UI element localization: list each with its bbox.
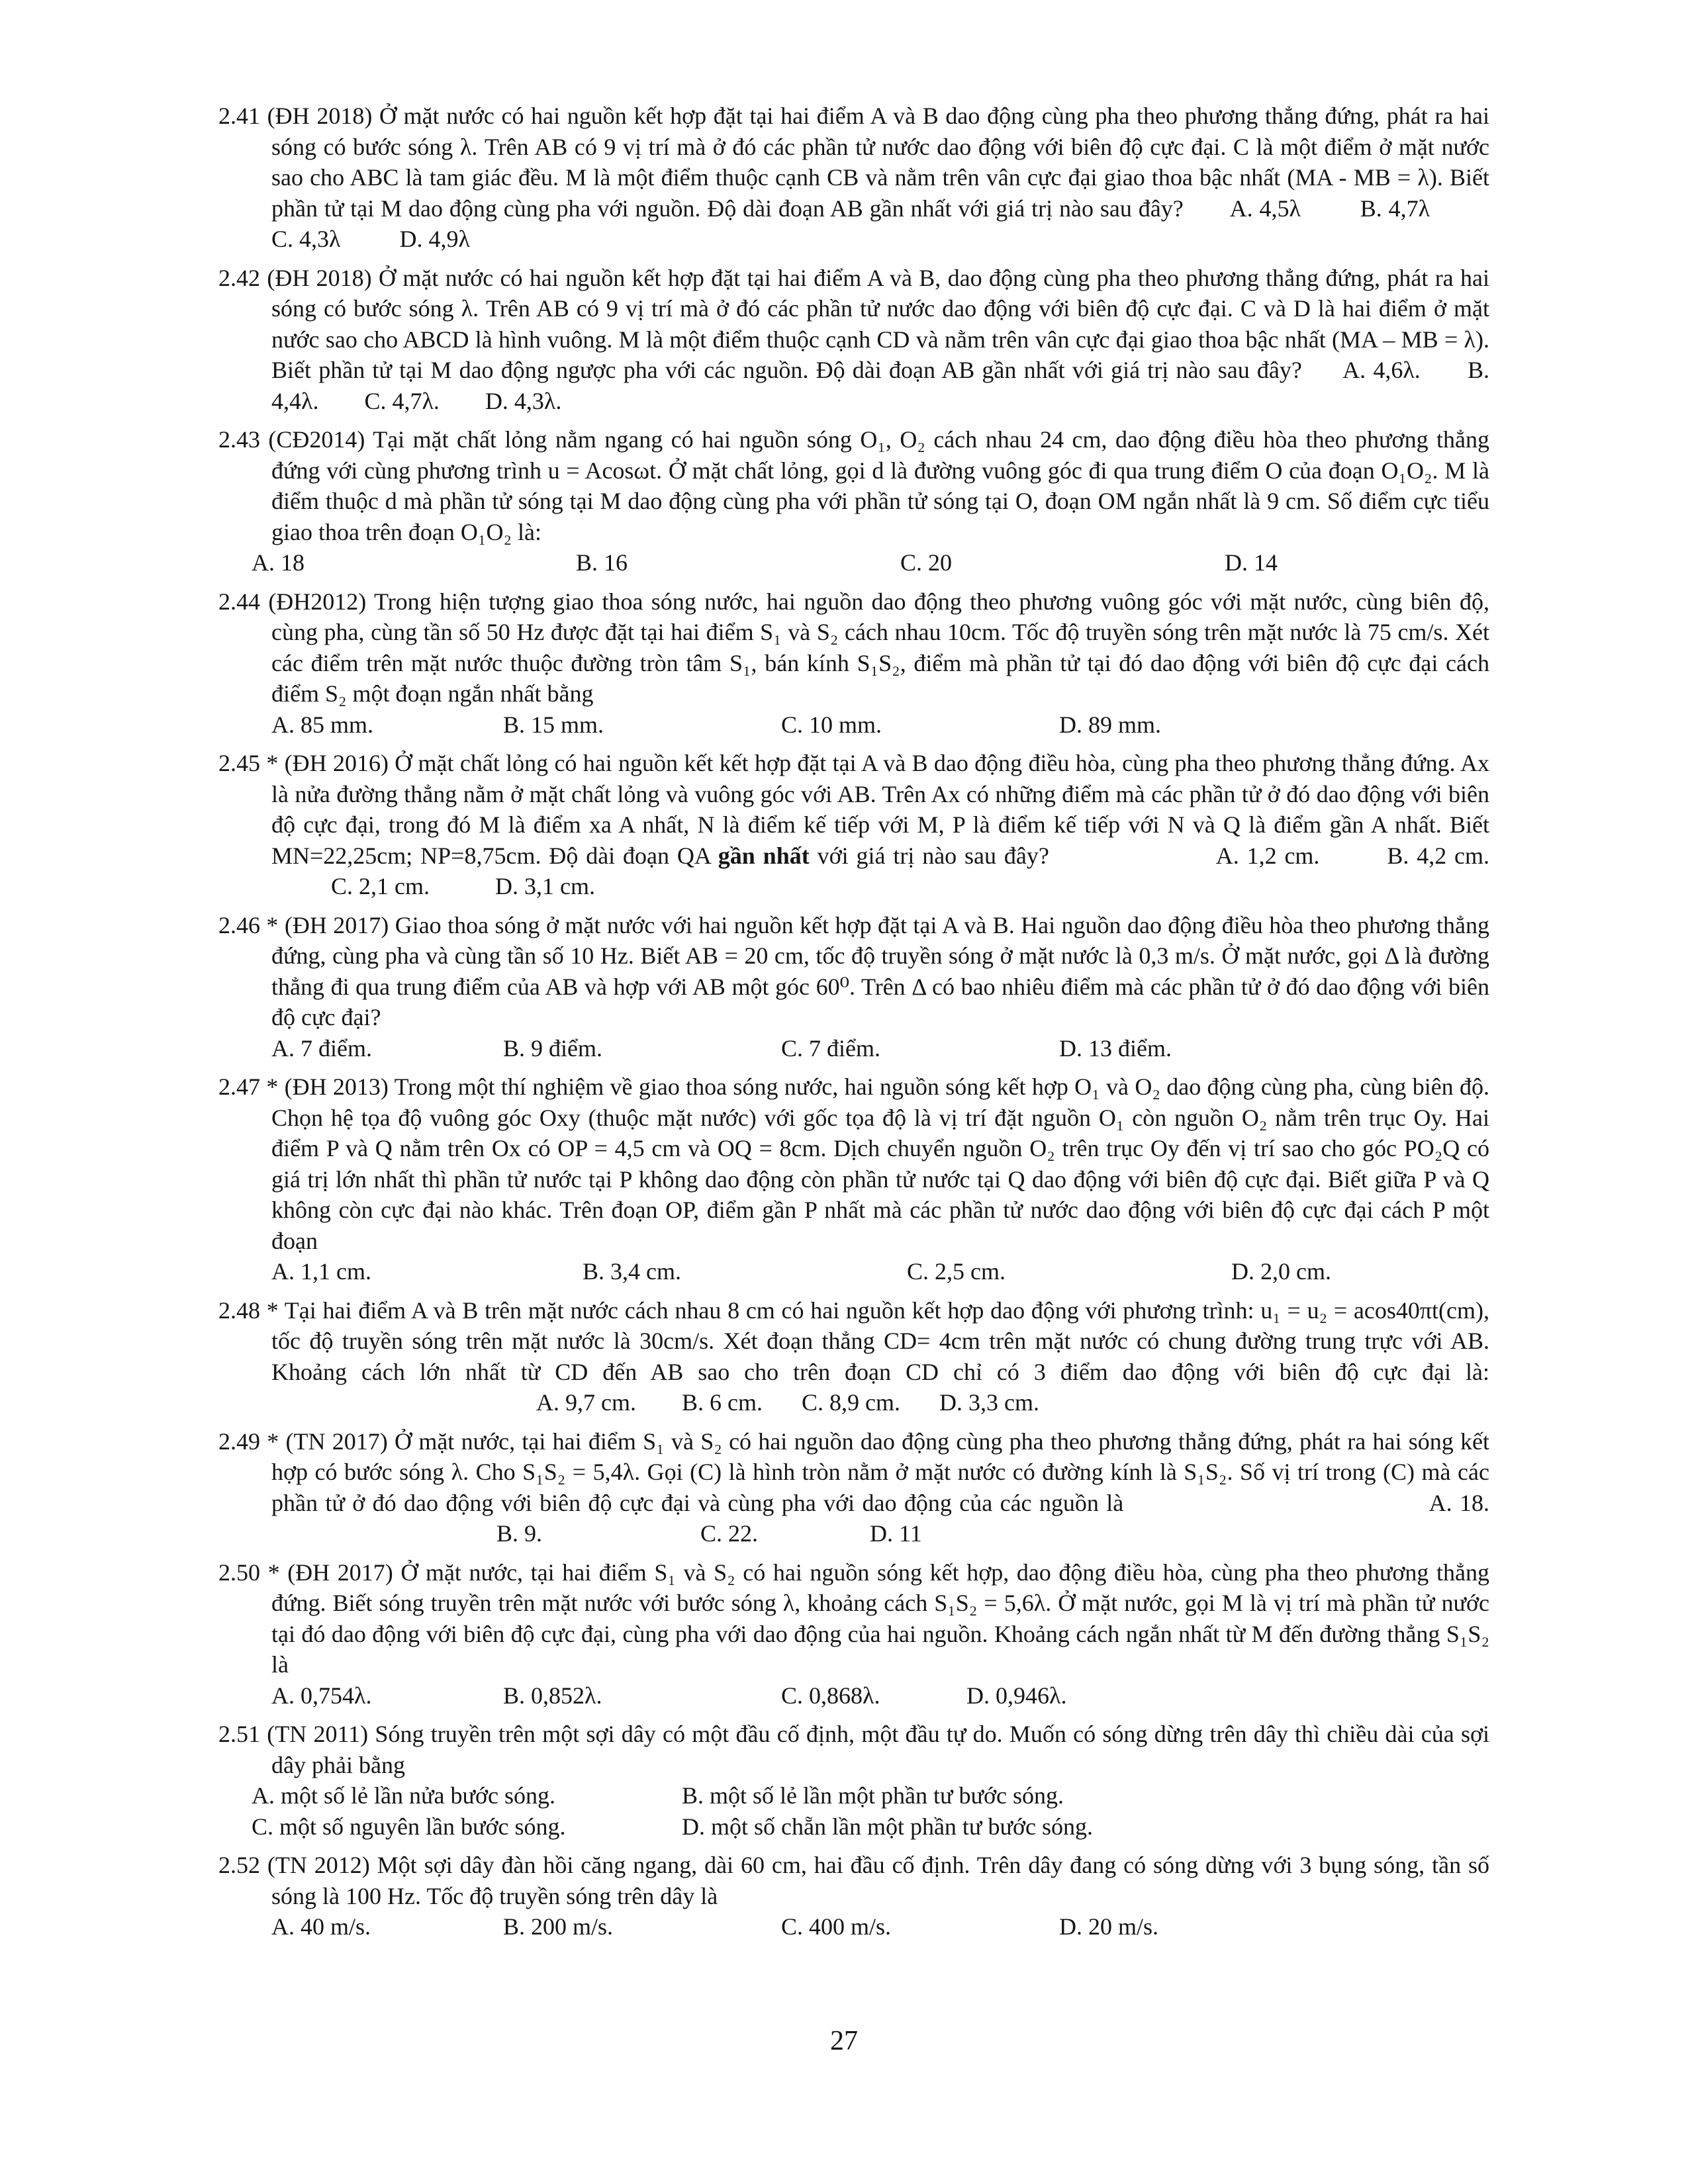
option-a: A. 1,1 cm. (271, 1258, 371, 1285)
question-2-44 (218, 586, 1489, 741)
option-c: C. 2,5 cm. (907, 1258, 1006, 1285)
question-2-47 (218, 1071, 1489, 1287)
option-d: D. 4,9λ (399, 226, 470, 252)
question-text: 2.46 * (ĐH 2017) Giao thoa sóng ở mặt nước với hai nguồn kết hợp đặt tại A và B. Hai nguồn dao động điều hòa theo phương thẳng đứng, cùng pha và cùng tần số 10 Hz. Biết AB = 20 cm, tốc độ truyền sóng ở mặt nước là 0,3 m/s. Ở mặt nước, gọi Δ là đường thẳng đi qua trung điểm của AB và hợp với AB một góc 60⁰. Trên Δ có bao nhiêu điểm mà các phần tử ở đó dao động với biên độ cực đại? (218, 911, 1489, 1030)
question-text (218, 101, 1489, 255)
option-c: C. 20 (900, 549, 953, 576)
options-row-2 (218, 1811, 1489, 1843)
question-text: 2.51 (TN 2011) Sóng truyền trên một sợi dây có một đầu cố định, một đầu tự do. Muốn có sóng dừng trên dây thì chiều dài của sợi dây phải bằng (218, 1721, 1489, 1778)
option-a: A. 4,5λ (1229, 195, 1301, 222)
option-a: A. 4,6λ. (1342, 357, 1421, 383)
option-d: D. một số chẵn lần một phần tư bước sóng. (682, 1813, 1093, 1840)
option-c: C. 4,7λ. (364, 387, 440, 414)
emphasis-text: gần nhất (718, 842, 810, 869)
option-b: B. 4,4λ. (271, 357, 1490, 414)
question-text: 2.43 (CĐ2014) Tại mặt chất lỏng nằm ngang có hai nguồn sóng O₁, O₂ cách nhau 24 cm, dao động điều hòa theo phương thẳng đứng với cùng phương trình u = Acosωt. Ở mặt chất lỏng, gọi d là đường vuông góc đi qua trung điểm O của đoạn O₁O₂. M là điểm thuộc d mà phần tử sóng tại M dao động cùng pha với phần tử sóng tại O, đoạn OM ngắn nhất là 9 cm. Số điểm cực tiểu giao thoa trên đoạn O₁O₂ là: (218, 426, 1489, 545)
option-c: C. 0,868λ. (781, 1682, 880, 1709)
question-text (218, 748, 1489, 902)
option-b: B. 15 mm. (503, 711, 604, 738)
option-c: C. 400 m/s. (781, 1913, 892, 1940)
question-2-46 (218, 910, 1489, 1064)
option-c: C. 7 điểm. (781, 1034, 880, 1062)
question-list (218, 101, 1489, 1950)
option-a: A. một số lẻ lần nửa bước sóng. (252, 1782, 555, 1809)
question-2-49 (218, 1426, 1489, 1549)
option-d: D. 2,0 cm. (1231, 1258, 1331, 1285)
question-stem: 2.41 (ĐH 2018) Ở mặt nước có hai nguồn kết hợp đặt tại hai điểm A và B dao động cùng pha theo phương thẳng đứng, phát ra hai sóng có bước sóng λ. Trên AB có 9 vị trí mà ở đó các phần tử nước dao động với biên độ cực đại. C là một điểm ở mặt nước sao cho ABC là tam giác đều. M là một điểm thuộc cạnh CB và nằm trên vân cực đại giao thoa bậc nhất (MA - MB = λ). Biết phần tử tại M dao động cùng pha với nguồn. Độ dài đoạn AB gần nhất với giá trị nào sau đây? (218, 103, 1489, 222)
question-text: 2.44 (ĐH2012) Trong hiện tượng giao thoa sóng nước, hai nguồn dao động theo phương vuông góc với mặt nước, cùng biên độ, cùng pha, cùng tần số 50 Hz được đặt tại hai điểm S₁ và S₂ cách nhau 10cm. Tốc độ truyền sóng trên mặt nước là 75 cm/s. Xét các điểm trên mặt nước thuộc đường tròn tâm S₁, bán kính S₁S₂, điểm mà phần tử tại đó dao động với biên độ cực đại cách điểm S₂ một đoạn ngắn nhất bằng (218, 588, 1489, 707)
option-c: C. 10 mm. (781, 711, 882, 738)
option-a: A. 18. (1429, 1489, 1489, 1516)
option-c: C. 8,9 cm. (801, 1389, 900, 1416)
question-2-43 (218, 424, 1489, 578)
option-d: D. 89 mm. (1059, 711, 1162, 738)
option-b: B. 4,2 cm. (1387, 842, 1490, 869)
option-b: B. 9 điểm. (503, 1034, 602, 1062)
question-2-41 (218, 101, 1489, 255)
question-2-45 (218, 748, 1489, 902)
option-c: C. 4,3λ (271, 226, 341, 252)
option-a: A. 85 mm. (271, 711, 374, 738)
question-2-52 (218, 1850, 1489, 1942)
question-stem: 2.45 * (ĐH 2016) Ở mặt chất lỏng có hai nguồn kết kết hợp đặt tại A và B dao động điều hòa, cùng pha theo phương thẳng đứng. Ax là nửa đường thẳng nằm ở mặt chất lỏng và vuông góc với AB. Trên Ax có những điểm mà các phần tử ở đó dao động với biên độ cực đại, trong đó M là điểm xa A nhất, N là điểm kế tiếp với M, P là điểm kế tiếp với N và Q là điểm gần A nhất. Biết MN=22,25cm; NP=8,75cm. Độ dài đoạn QA (218, 750, 1489, 869)
option-a: A. 18 (252, 549, 305, 576)
question-text: 2.52 (TN 2012) Một sợi dây đàn hồi căng ngang, dài 60 cm, hai đầu cố định. Trên dây đang có sóng dừng với 3 bụng sóng, tần số sóng là 100 Hz. Tốc độ truyền sóng trên dây là (218, 1852, 1489, 1909)
question-stem: 2.49 * (TN 2017) Ở mặt nước, tại hai điểm S₁ và S₂ có hai nguồn dao động cùng pha theo phương thẳng đứng, phát ra hai sóng kết hợp có bước sóng λ. Cho S₁S₂ = 5,4λ. Gọi (C) là hình tròn nằm ở mặt nước có đường kính là S₁S₂. Số vị trí trong (C) mà các phần tử ở đó dao động với biên độ cực đại và cùng pha với dao động của các nguồn là (218, 1428, 1489, 1516)
question-text: 2.47 * (ĐH 2013) Trong một thí nghiệm về giao thoa sóng nước, hai nguồn sóng kết hợp O₁ và O₂ dao động cùng pha, cùng biên độ. Chọn hệ tọa độ vuông góc Oxy (thuộc mặt nước) với gốc tọa độ là vị trí đặt nguồn O₁ còn nguồn O₂ nằm trên trục Oy. Hai điểm P và Q nằm trên Ox có OP = 4,5 cm và OQ = 8cm. Dịch chuyển nguồn O₂ trên trục Oy đến vị trí sao cho góc PO₂Q có giá trị lớn nhất thì phần tử nước tại P không dao động còn phần tử nước tại Q dao động với biên độ cực đại. Biết giữa P và Q không còn cực đại nào khác. Trên đoạn OP, điểm gần P nhất mà các phần tử nước dao động với biên độ cực đại cách P một đoạn (218, 1073, 1489, 1254)
option-d: D. 4,3λ. (485, 387, 562, 414)
option-d: D. 11 (870, 1520, 922, 1547)
question-2-51 (218, 1719, 1489, 1842)
question-text: 2.50 * (ĐH 2017) Ở mặt nước, tại hai điểm S₁ và S₂ có hai nguồn sóng kết hợp, dao động điều hòa, cùng pha theo phương thẳng đứng. Biết sóng truyền trên mặt nước với bước sóng λ, khoảng cách S₁S₂ = 5,6λ. Ở mặt nước, gọi M là vị trí mà phần tử nước tại đó dao động với biên độ cực đại, cùng pha với dao động của hai nguồn. Khoảng cách ngắn nhất từ M đến đường thẳng S₁S₂ là (218, 1559, 1489, 1678)
option-d: D. 20 m/s. (1059, 1913, 1159, 1940)
option-b: B. 4,7λ (1360, 195, 1430, 222)
question-2-50 (218, 1557, 1489, 1711)
options-row (218, 547, 1489, 578)
option-d: D. 3,3 cm. (939, 1389, 1039, 1416)
question-text (218, 1295, 1489, 1418)
options-row-1 (218, 1780, 1489, 1811)
option-a: A. 7 điểm. (271, 1034, 372, 1062)
question-stem: 2.42 (ĐH 2018) Ở mặt nước có hai nguồn kết hợp đặt tại hai điểm A và B, dao động cùng pha theo phương thẳng đứng, phát ra hai sóng có bước sóng λ. Trên AB có 9 vị trí mà ở đó các phần tử nước dao động với biên độ cực đại. C và D là hai điểm ở mặt nước sao cho ABCD là hình vuông. M là một điểm thuộc cạnh CD và nằm trên vân cực đại giao thoa bậc nhất (MA – MB = λ). Biết phần tử tại M dao động ngược pha với các nguồn. Độ dài đoạn AB gần nhất với giá trị nào sau đây? (218, 264, 1489, 383)
option-b: B. 0,852λ. (503, 1682, 602, 1709)
options-row (218, 709, 1489, 741)
question-text (218, 263, 1489, 417)
option-a: A. 40 m/s. (271, 1913, 371, 1940)
options-row (218, 1911, 1489, 1942)
option-d: D. 0,946λ. (966, 1682, 1067, 1709)
option-c: C. 2,1 cm. (331, 873, 430, 899)
option-b: B. 16 (576, 549, 628, 576)
options-row (218, 1033, 1489, 1064)
option-d: D. 13 điểm. (1059, 1034, 1172, 1062)
option-c: C. 22. (700, 1520, 759, 1547)
option-c: C. một số nguyên lần bước sóng. (252, 1813, 566, 1840)
question-2-48 (218, 1295, 1489, 1418)
option-d: D. 3,1 cm. (495, 873, 595, 899)
option-d: D. 14 (1225, 549, 1278, 576)
question-2-42 (218, 263, 1489, 417)
question-stem-end: với giá trị nào sau đây? (817, 842, 1049, 869)
option-b: B. 200 m/s. (503, 1913, 614, 1940)
option-b: B. 3,4 cm. (583, 1258, 681, 1285)
option-b: B. 9. (496, 1520, 543, 1547)
options-row (218, 1680, 1489, 1711)
option-a: A. 9,7 cm. (536, 1389, 636, 1416)
option-b: B. một số lẻ lần một phần tư bước sóng. (682, 1782, 1064, 1809)
question-stem: 2.48 * Tại hai điểm A và B trên mặt nước cách nhau 8 cm có hai nguồn kết hợp dao động với phương trình: u₁ = u₂ = acos40πt(cm), tốc độ truyền sóng trên mặt nước là 30cm/s. Xét đoạn thẳng CD= 4cm trên mặt nước có chung đường trung trực với AB. Khoảng cách lớn nhất từ CD đến AB sao cho trên đoạn CD chỉ có 3 điểm dao động với biên độ cực đại là: (218, 1297, 1489, 1385)
options-row (218, 1256, 1489, 1287)
page-number: 27 (830, 2026, 858, 2056)
option-a: A. 1,2 cm. (1215, 842, 1320, 869)
option-b: B. 6 cm. (681, 1389, 763, 1416)
question-text (218, 1426, 1489, 1549)
option-a: A. 0,754λ. (271, 1682, 372, 1709)
